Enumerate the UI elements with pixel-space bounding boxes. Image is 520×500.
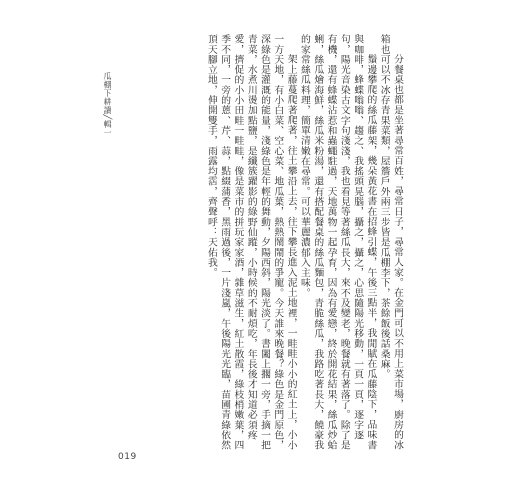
body-text [118, 34, 404, 454]
page-number: 019 [118, 452, 137, 462]
paragraph: 分餐桌也都是坐著尋常百姓，尋常日子，尋常人家。在金門可以不用上菜市場，廚房的冰箱也可以不冰存青果菜類，屋簷戶外兩三步皆是瓜棚李下，茶餘飯後話桑麻。 [378, 34, 403, 450]
paragraph: 鬚邊攀爬的絲瓜藤架，幾朵黃花書在招蜂引蝶，午後三點半，我閒賦在瓜藤陰下，品味書與咖啡，蜂蝶嗡嗡、趨之、我搖頭晃腦，攝之，攝之，心思隨陽光移動，一頁一頁，逐字逐句，陽光音染古文字句淺淺，我也看見等著絲瓜長大，來不及變老，晚餐就有著落了。除了是有機，還有蜂蝶沾惹和蟲蠅駐過，天地萬物一起孕育，因為有愛戀，終於開花結果，絲瓜炒蛤蜊，絲瓜燴海鮮，絲瓜米粉湯，還有搭配餐桌的絲瓜麵包，青脆絲瓜，我路吃著長大，饒豪我的家常絲瓜料理，簡單清嫩在尋常。可以華麗濃郁入主味。 [298, 34, 377, 451]
running-head: 瓜棚下耕讀╱輯一 [103, 72, 112, 137]
paragraph: 架上藤蔓爬著爬著，往土攀沿上去，往下攀長進入泥土地裡，一畦畦小小的紅土上，小小一方天地，有小白菜、空心菜、地瓜葉，熱熱鬧鬧的爭寵。今天誰來晚餐？綠色是金門原色，深綠色是灌溉的能量，淺綠色是年輕的舞動，夕陽西斜，陽光淡了。書闔上擱一旁，手摘一把青菜，水煮川燙加點鹽，是纖簇躍影的綠野仙蹤，小時候的不耐煩吃，年長後才知道必須疼愛，擠促的小小田畦一畦畦，像是菜市的拼玩家家酒，雜草滋生，紅土散霞，綠枝梢嫩葉，四季不同，一旁的蒽、芹、蒜，點綴蒲香，黑雨過後，一片淺嵐，午後陽光光臨，苗圃青綠依然頂天腳立地，伸開雙手，雨露均霑，齊聲呼：天佑我。 [205, 34, 297, 451]
